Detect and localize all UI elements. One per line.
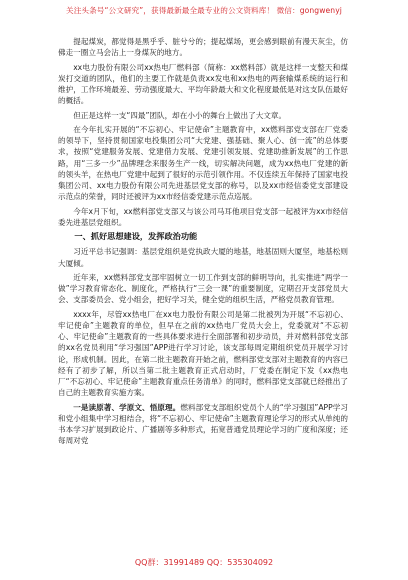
- paragraph-8: xxxx年，尽管xx热电厂在xx电力股份有限公司是第二批被列为开展“不忘初心、牢记使命”主题教育的单位，但早在之前的xx热电厂党员大会上，党委就对“不忘初心、牢记使命”主题教育的一些具体要求进行全面部署和初步动员，并对燃料部党支部的xx名党员利用“学习强国”APP进行学习讨论，该支部每周定期组织党员开展学习讨论，形成机制。因此，在第二批主题教育开始之前，燃料部党支部对主题教育的内容已经有了初步了解，所以当第二批主题教育正式启动时，厂党委在制定下发《xx热电厂“不忘初心、牢记使命”主题教育重点任务清单》的同时，燃料部党支部就已经推出了自己的主题教育实施方案。: [58, 309, 348, 398]
- paragraph-3: 但正是这样一支“四最”团队，却在小小的舞台上做出了大文章。: [73, 110, 287, 120]
- section-heading: 一、抓好思想建设，发挥政治功能: [74, 231, 198, 242]
- paragraph-4: 在今年扎实开展的“不忘初心、牢记使命”主题教育中，xx燃料部党支部在厂党委的领导下，坚持贯彻国家电投集团公司“大党建、强基础、聚人心、创一流”的总体要求，按照“党建服务发展、党建借力发展、党建引领发展、党建助推新发展”的工作思路，用“三多一少”品牌理念来服务生产一线，切实解决问题，成为xx热电厂党建的新的领头羊，在热电厂党建中起到了很好的示范引领作用。不仅连续五年保持了国家电投集团公司、xx电力股份有限公司先进基层党支部的称号，以及xx市经信委党支部建设示范点的荣誉，同时还被评为xx市经信委党建示范点巡展。: [58, 124, 348, 202]
- paragraph-7: 近年来，xx燃料部党支部牢固树立一切工作到支部的鲜明导向，扎实推进“两学一做”学习教育常态化、制度化，严格执行“三会一课”的重要制度，定期召开支部党员大会、支部委员会、党小组会，把好学习关，健全党的组织生活，严格党员教育管理。: [58, 272, 348, 305]
- paragraph-9: [58, 402, 348, 447]
- paragraph-2: xx电力股份有限公司xx热电厂燃料部（简称：xx燃料部）就是这样一支整天和煤炭打交道的团队，他们的主要工作就是负责xx发电和xx热电的两套输煤系统的运行和维护，工作环境最差、劳动强度最大、平均年龄最大和文化程度最低是对这支队伍最好的概括。: [58, 62, 348, 106]
- paragraph-1: 提起煤炭，都觉得是黑乎乎、脏兮兮的；提起煤场，更会感到眼前有漫天灰尘，仿佛走一圈立马会沾上一身煤灰的地方。: [58, 37, 348, 58]
- document-body: [58, 36, 348, 450]
- paragraph-5: 今年x月下旬，xx燃料部党支部又与该公司马耳他项目党支部一起被评为xx市经信委先进基层党组织。: [58, 206, 348, 227]
- paragraph-lead: 一是读原著、学原文、悟原理。: [73, 402, 181, 412]
- paragraph-6: 习近平总书记强调：基层党组织是党执政大厦的地基，地基固则大厦坚，地基松则大厦倾。: [58, 247, 348, 268]
- paragraph-rest: 燃料部党支部组织党员个人的“学习强国”APP学习和党小组集中学习相结合，将“不忘初心、牢记使命”主题教育理论学习的形式从单纯的书本学习扩展到政论片、广播剧等多种形式，拓宽普通党员理论学习的广度和深度；还每周对党: [58, 402, 348, 446]
- header-banner: 关注头条号“公文研究”，获得最新最全最专业的公文资料库！ 微信：gongwenyj: [66, 6, 342, 15]
- footer-contact: QQ群：31991489 QQ：535304092: [134, 558, 274, 567]
